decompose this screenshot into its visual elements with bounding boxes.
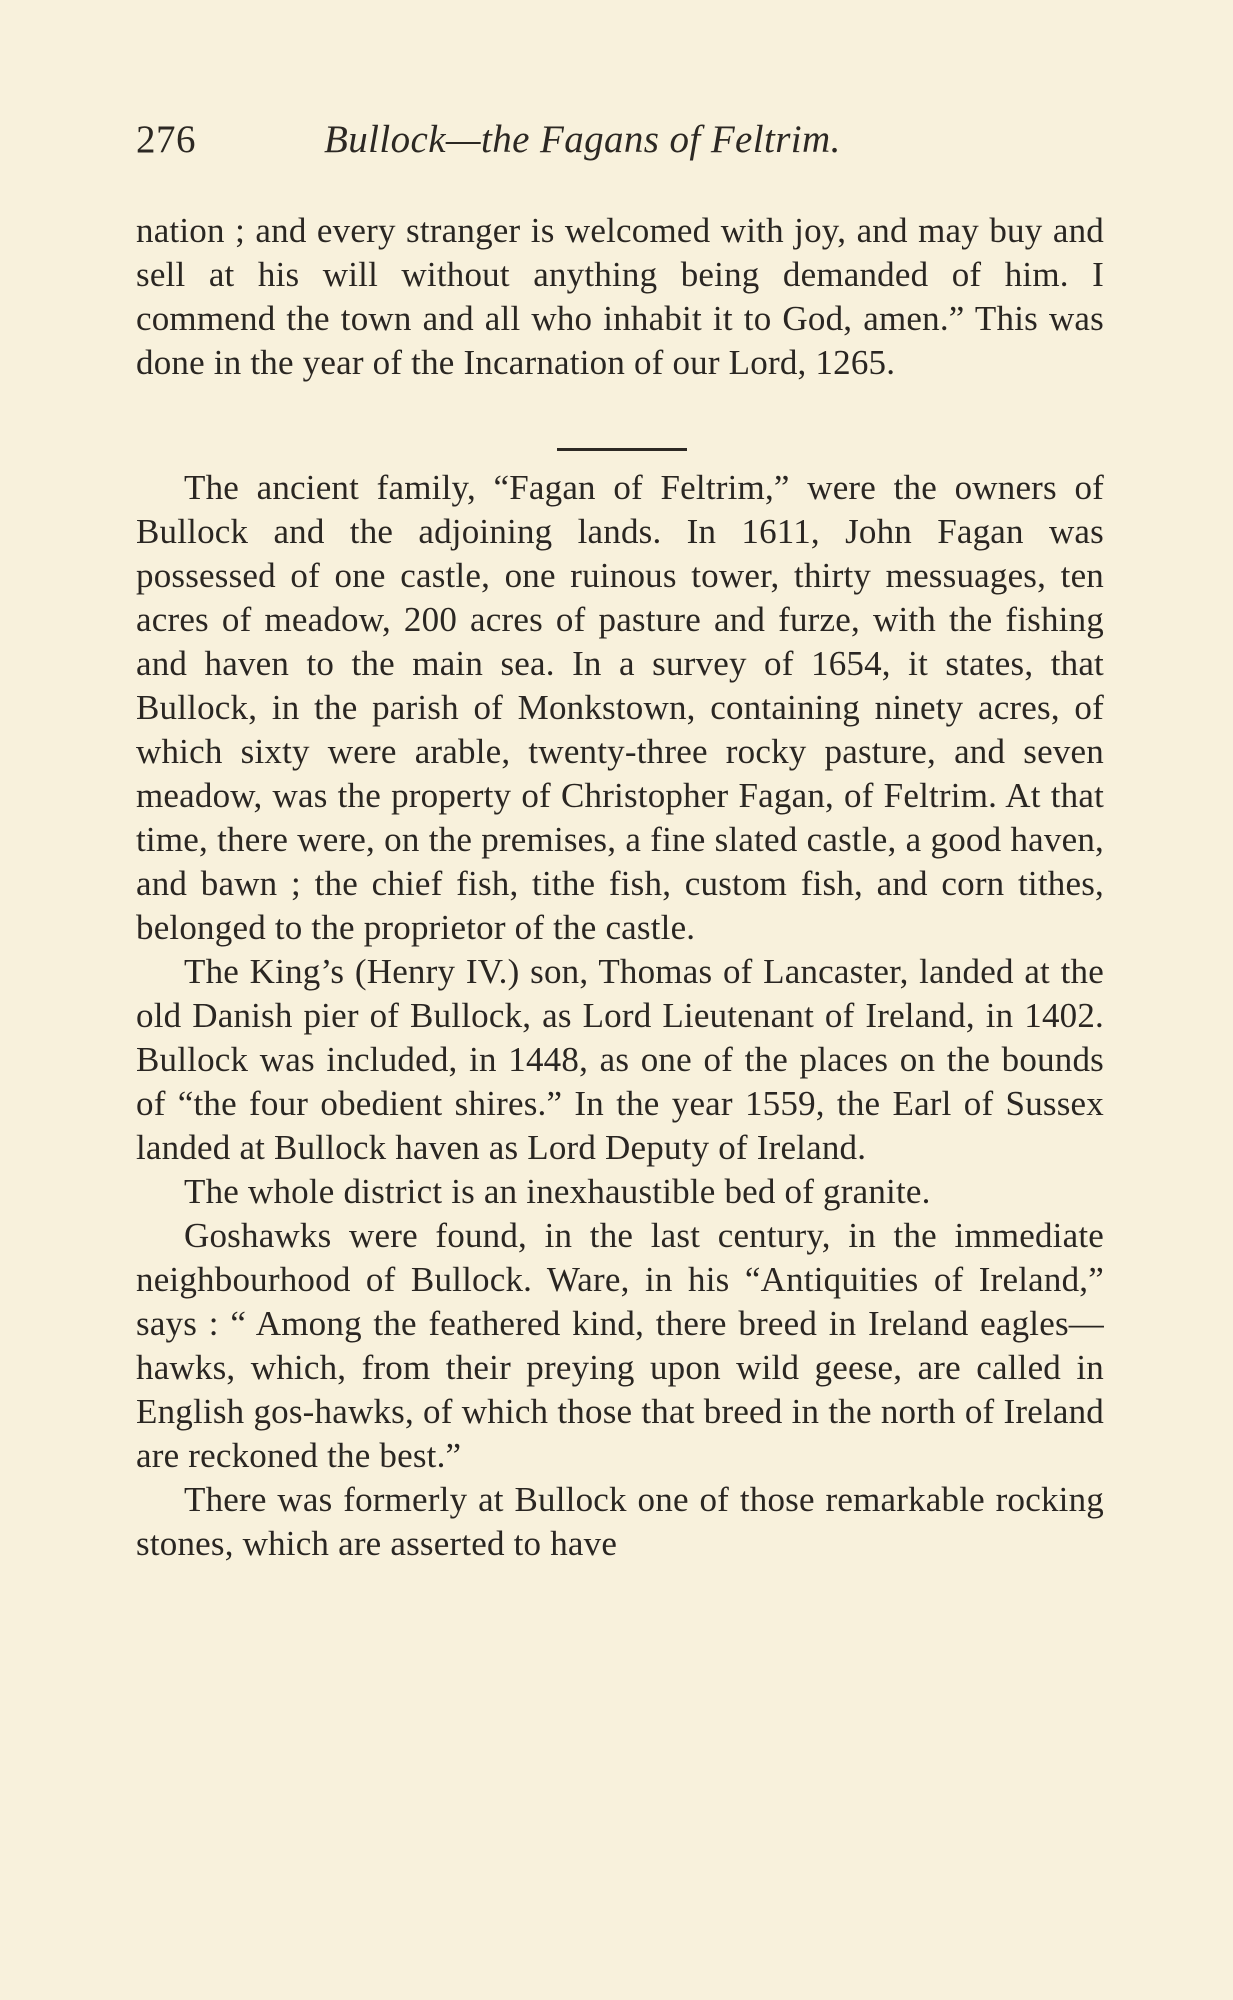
paragraph-rocking-stones: There was formerly at Bullock one of those remarkable rocking stones, which are asserted to have bbox=[136, 1480, 1104, 1563]
paragraph-granite: The whole district is an inexhaustible bed of granite. bbox=[184, 1172, 931, 1211]
paragraph-fagan-family: The ancient family, “Fagan of Feltrim,” were the owners of Bullock and the adjoining lands. In 1611, John Fagan was possessed of one castle, one ruinous tower, thirty messuages, ten acres of meadow, 200 acres of pasture and furze, with the fishing and haven to the main sea. In a survey of 1654, it states, that Bullock, in the parish of Monkstown, containing ninety acres, of which sixty were arable, twenty-three rocky pasture, and seven meadow, was the property of Christopher Fagan, of Feltrim. At that time, there were, on the premises, a fine slated castle, a good haven, and bawn ; the chief fish, tithe fish, custom fish, and corn tithes, belonged to the proprietor of the castle. bbox=[136, 468, 1104, 947]
section-divider bbox=[557, 448, 687, 451]
paragraph-goshawks: Goshawks were found, in the last century, in the immediate neighbourhood of Bullock. Ware, in his “Antiquities of Ireland,” says : “ Among the feathered kind, there breed in Ireland eagles—hawks, which, from their preying upon wild geese, are called in English gos-hawks, of which those that breed in the north of Ireland are reckoned the best.” bbox=[136, 1216, 1104, 1475]
page-header bbox=[136, 117, 1116, 177]
paragraph-continuation: nation ; and every stranger is welcomed with joy, and may buy and sell at his will without anything being demanded of him. I commend the town and all who inhabit it to God, amen.” This was done in the year of the Incarnation of our Lord, 1265. bbox=[136, 211, 1104, 382]
running-title: Bullock—the Fagans of Feltrim. bbox=[324, 118, 841, 161]
main-text-block bbox=[136, 466, 1104, 1566]
opening-text-block bbox=[136, 209, 1104, 385]
paragraph-thomas-of-lancaster: The King’s (Henry IV.) son, Thomas of Lancaster, landed at the old Danish pier of Bullock, as Lord Lieutenant of Ireland, in 1402. Bullock was included, in 1448, as one of the places on the bounds of “the four obedient shires.” In the year 1559, the Earl of Sussex landed at Bullock haven as Lord Deputy of Ireland. bbox=[136, 952, 1104, 1167]
page-number: 276 bbox=[136, 118, 196, 161]
